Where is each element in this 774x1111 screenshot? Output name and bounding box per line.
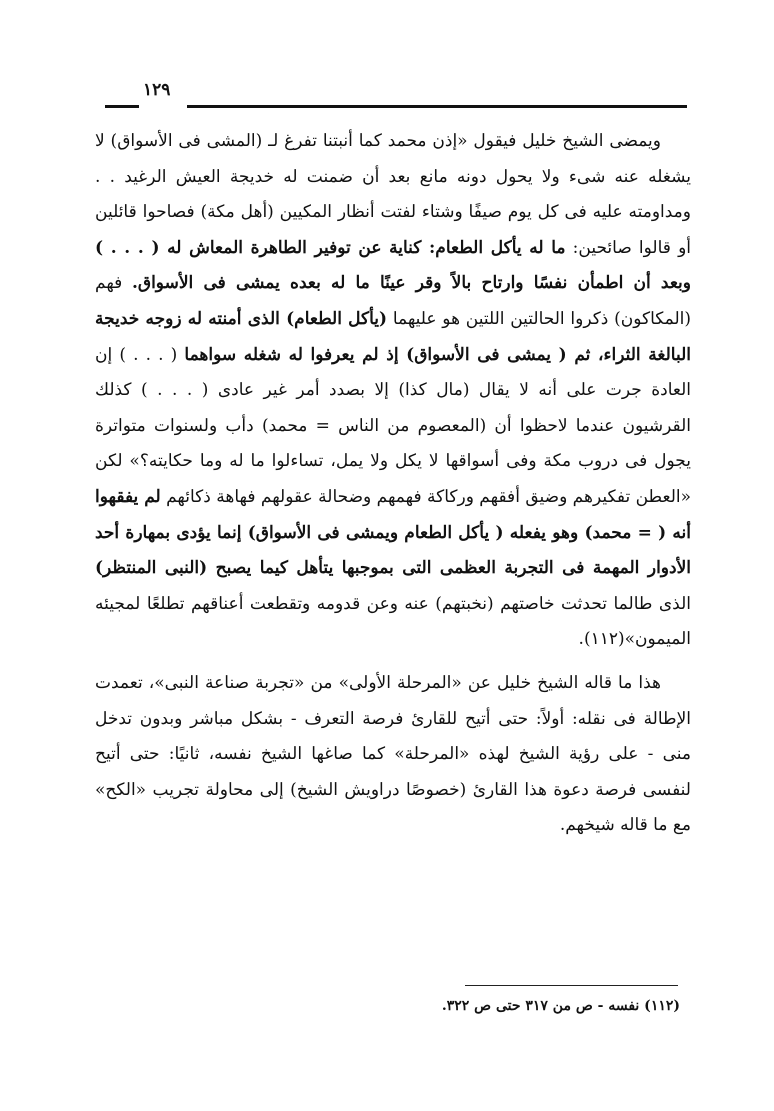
page-header: [95, 80, 687, 110]
body-text: [95, 124, 691, 844]
paragraph-1-segment-2: فهم (المكاكون) ذكروا الحالتين اللتين هو عليهما: [95, 273, 692, 329]
paragraph-1-segment-3: ( . . . ) إن العادة جرت على أنه لا يقال (مال كذا) إلا بصدد أمر غير عادى ( . . . ) كذلك القرشيون عندما لاحظوا أن (المعصوم من الناس = محمد) دأب ولسنوات متواترة يجول فى دروب مكة وفى أسواقها لا يكل ولا يمل، تساءلوا ما له وما حكايته؟» لكن «العطن تفكيرهم وضيق أفقهم وركاكة فهمهم وضحالة عقولهم فهاهة ذكائهم: [95, 344, 691, 507]
header-rule-long: [187, 105, 687, 108]
paragraph-1-segment-4: الذى طالما تحدثت خاصتهم (نخبتهم) عنه وعن قدومه وتقطعت أعناقهم تطلعًا لمجيئه الميمون»(١١٢).: [95, 593, 691, 650]
footnote: (١١٢) نفسه - ص من ٣١٧ حتى ص ٣٢٢.: [441, 998, 680, 1014]
paragraph-2-text: هذا ما قاله الشيخ خليل عن «المرحلة الأولى» من «تجربة صناعة النبى»، تعمدت الإطالة فى نقله: أولاً: حتى أتيح للقارئ فرصة التعرف - بشكل مباشر وبدون تدخل منى - على رؤية الشيخ لهذه «المرحلة» كما صاغها الشيخ نفسه، ثانيًا: حتى أتيح لنفسى فرصة دعوة هذا القارئ (خصوصًا دراويش الشيخ) إلى محاولة تجريب «الكح» مع ما قاله شيخهم.: [95, 672, 691, 836]
paragraph-1-bold-3: لم يفقهوا أنه ( = محمد) وهو يفعله ( يأكل الطعام ويمشى فى الأسواق) إنما يؤدى بمهارة أحد الأدوار المهمة فى التجربة العظمى التى بموجبها يتأهل كيما يصبح (النبى المنتظر): [95, 486, 691, 579]
paragraph-1-bold-2: (يأكل الطعام) الذى أمنته له زوجه خديجة البالغة الثراء، ثم ( يمشى فى الأسواق) إذ لم يعرفوا له شغله سواهما: [95, 308, 691, 365]
footnote-separator: [465, 985, 678, 986]
paragraph-2: [95, 666, 691, 844]
page-number: ١٢٩: [143, 80, 171, 100]
paragraph-1-bold-1: ما له يأكل الطعام: كناية عن توفير الطاهرة المعاش له ( . . . ) وبعد أن اطمأن نفسًا وارتاح بالاً وقر عينًا ما له بعده يمشى فى الأسواق.: [95, 237, 691, 294]
paragraph-1-segment-1: ويمضى الشيخ خليل فيقول «إذن محمد كما أنبتنا تفرغ لـ (المشى فى الأسواق) لا يشغله عنه شىء ولا يحول دونه مانع بعد أن ضمنت له خديجة العيش الرغيد . . ومداومته عليه فى كل يوم صيفًا وشتاء لفتت أنظار المكيين (أهل مكة) فصاحوا قائلين أو قالوا صائحين:: [95, 131, 691, 258]
paragraph-1: [95, 124, 691, 658]
header-rule-short: [105, 105, 139, 108]
